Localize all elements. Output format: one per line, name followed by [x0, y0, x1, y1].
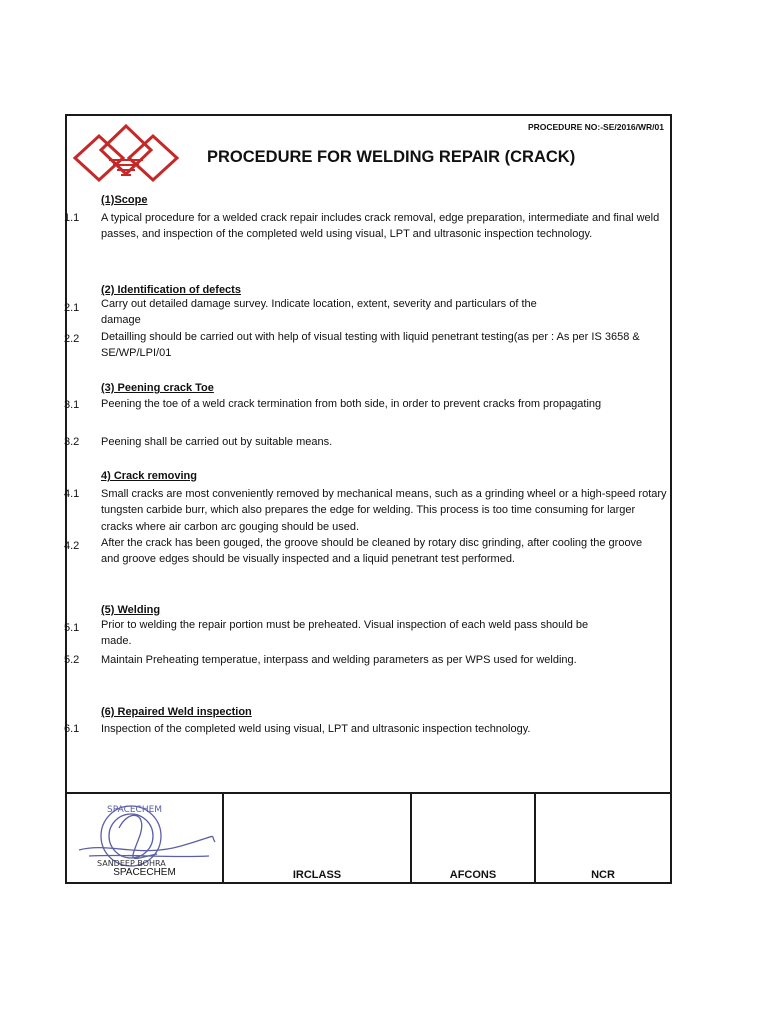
signature-cell-ncr [534, 794, 670, 884]
signature-label-irclass: IRCLASS [292, 869, 342, 881]
section-heading-crack-removing: 4) Crack removing [101, 470, 197, 482]
svg-text:SPACECHEM: SPACECHEM [107, 805, 163, 815]
item-number: 3.2 [64, 436, 80, 448]
item-number: 1.1 [64, 212, 80, 224]
signature-label-ncr: NCR [591, 869, 615, 881]
signature-row [67, 792, 670, 884]
item-text: A typical procedure for a welded crack repair includes crack removal, edge preparation, intermediate and final weld passes, and inspection of the completed weld using visual, LPT and ultrasonic inspection technology. [101, 212, 660, 241]
item-text: Prior to welding the repair portion must be preheated. Visual inspection of each weld pass should be made. [101, 619, 589, 648]
section-heading-identification: (2) Identification of defects [101, 284, 241, 296]
signature-label-afcons: AFCONS [449, 869, 497, 881]
signature-cell-spacechem [67, 794, 222, 884]
item-number: 2.2 [64, 333, 80, 345]
item-text: Carry out detailed damage survey. Indicate location, extent, severity and particulars of the damage [101, 298, 537, 327]
section-heading-welding: (5) Welding [101, 604, 161, 616]
section-heading-scope: (1)Scope [101, 194, 148, 206]
item-number: 5.2 [64, 654, 80, 666]
item-text: After the crack has been gouged, the groove should be cleaned by rotary disc grinding, after cooling the groove and groove edges should be visually inspected and a liquid penetrant test performed. [101, 537, 643, 566]
document-frame [65, 114, 672, 884]
item-number: 6.1 [64, 723, 80, 735]
item-number: 5.1 [64, 622, 80, 634]
item-text: Peening the toe of a weld crack termination from both side, in order to prevent cracks from propagating [101, 398, 602, 410]
section-heading-peening: (3) Peening crack Toe [101, 382, 214, 394]
signature-cell-irclass [222, 794, 410, 884]
item-number: 4.1 [64, 488, 80, 500]
company-logo [71, 120, 181, 184]
item-number: 2.1 [64, 302, 80, 314]
item-number: 4.2 [64, 540, 80, 552]
section-heading-inspection: (6) Repaired Weld inspection [101, 706, 252, 718]
signature-label-spacechem: SPACECHEM [113, 867, 176, 878]
item-number: 3.1 [64, 399, 80, 411]
procedure-number: PROCEDURE NO:-SE/2016/WR/01 [527, 122, 664, 132]
item-text: Small cracks are most conveniently removed by mechanical means, such as a grinding wheel or a high-speed rotary tungsten carbide burr, which also prepares the edge for welding. This process is too time consuming for larger cracks where air carbon arc gouging should be used. [101, 488, 667, 533]
svg-text:SANDEEP BOHRA: SANDEEP BOHRA [97, 859, 166, 868]
item-text: Peening shall be carried out by suitable means. [101, 436, 333, 448]
item-text: Inspection of the completed weld using visual, LPT and ultrasonic inspection technology. [101, 723, 531, 735]
item-text: Detailling should be carried out with help of visual testing with liquid penetrant testing(as per : As per IS 3658 & SE/WP/LPI/01 [101, 331, 640, 360]
signature-cell-afcons [410, 794, 534, 884]
item-text: Maintain Preheating temperatue, interpass and welding parameters as per WPS used for welding. [101, 654, 577, 666]
document-title: PROCEDURE FOR WELDING REPAIR (CRACK) [207, 148, 576, 166]
